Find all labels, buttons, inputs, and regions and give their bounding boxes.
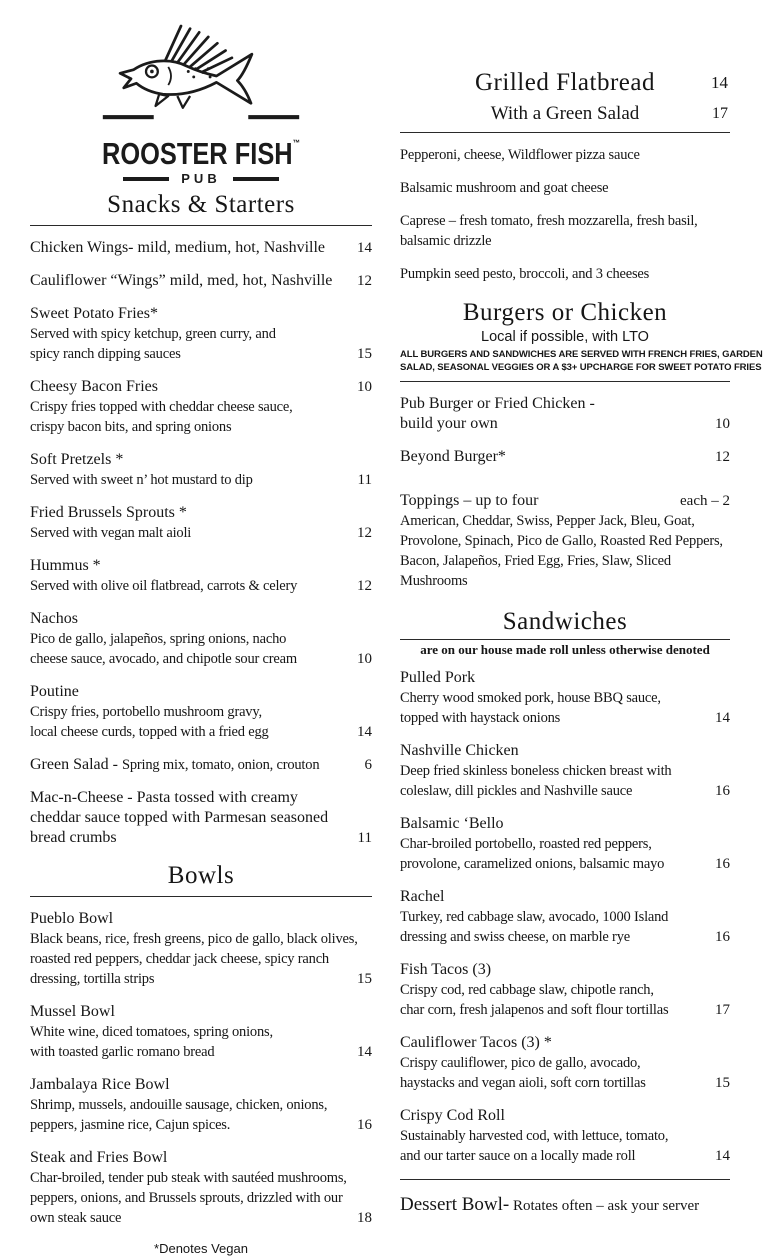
item-name: Cauliflower “Wings” mild, med, hot, Nashville [30,272,333,289]
item-desc: Served with spicy ketchup, green curry, and [30,326,276,342]
item-price: 10 [357,651,372,667]
item-price: 12 [357,525,372,541]
item-price: 11 [357,830,372,846]
item-name: Beyond Burger* [400,448,506,465]
menu-item-line [30,1208,372,1228]
item-desc: White wine, diced tomatoes, spring onions, [30,1024,273,1040]
menu-item-line [30,828,372,848]
item-name: Pub Burger or Fried Chicken - [400,395,595,412]
menu-item [30,238,372,258]
section-sandwiches [400,607,730,1166]
item-name: Rachel [400,888,445,905]
menu-item-line [30,417,372,437]
dessert-divider [400,1179,730,1180]
menu-item-line [30,649,372,669]
menu-item-line [30,1168,372,1188]
menu-item-line [30,523,372,543]
menu-item-line [400,145,730,165]
item-price: 15 [715,1075,730,1091]
section-burgers-chicken [400,298,763,591]
item-name: Cauliflower Tacos (3) * [400,1034,552,1051]
item-desc: Caprese – fresh tomato, fresh mozzarella, fresh basil, [400,213,698,229]
menu-item [400,960,730,1020]
menu-item-line [30,1188,372,1208]
menu-item [30,909,372,989]
item-desc: Shrimp, mussels, andouille sausage, chicken, onions, [30,1097,328,1113]
menu-item-line [30,755,372,775]
item-desc: Balsamic mushroom and goat cheese [400,180,609,196]
item-desc: haystacks and vegan aioli, soft corn tortillas [400,1075,646,1091]
item-name: Jambalaya Rice Bowl [30,1076,170,1093]
section-subtitle: are on our house made roll unless otherwise denoted [420,642,710,657]
section-grilled-flatbread [400,68,730,284]
section-title: Grilled Flatbread [475,69,655,96]
section-divider [400,381,730,382]
section-bowls [30,861,372,1228]
item-desc: dressing, tortilla strips [30,971,155,987]
menu-item-line [30,1042,372,1062]
menu-item-line [30,702,372,722]
menu-item-line [400,814,730,834]
menu-item-line [30,722,372,742]
menu-item [400,887,730,947]
menu-item-line [30,503,372,523]
menu-item-line [400,551,730,571]
menu-item-line [30,629,372,649]
menu-item-line [400,511,730,531]
menu-item-line [400,211,730,231]
item-desc: peppers, jasmine rice, Cajun spices. [30,1117,231,1133]
item-desc: roasted red peppers, cheddar jack cheese, spicy ranch [30,951,329,967]
item-price: 12 [357,578,372,594]
item-price: 14 [715,1148,730,1164]
menu-item-line [400,394,730,414]
menu-item [400,668,730,728]
item-price: 16 [715,856,730,872]
brand-sub-label: PUB [181,171,221,186]
menu-item-line [30,397,372,417]
item-desc: Pumpkin seed pesto, broccoli, and 3 cheeses [400,266,650,282]
menu-item-line [400,761,730,781]
item-desc: Spring mix, tomato, onion, crouton [121,757,320,773]
section-subtitle-price: 17 [712,105,728,122]
section-title: Snacks & Starters [107,191,295,218]
item-price: 16 [715,929,730,945]
menu-item-line [30,1115,372,1135]
dessert-item [400,1192,730,1219]
item-desc: peppers, onions, and Brussels sprouts, drizzled with our [30,1190,343,1206]
menu-item-line [30,576,372,596]
item-name: Cheesy Bacon Fries [30,378,158,395]
item-price: 15 [357,346,372,362]
menu-item-line [30,969,372,989]
menu-item-line [400,781,730,801]
item-name: Green Salad - [30,756,122,773]
item-desc: spicy ranch dipping sauces [30,346,181,362]
item-desc: with toasted garlic romano bread [30,1044,215,1060]
menu-item [30,682,372,742]
menu-item [30,503,372,543]
item-desc: balsamic drizzle [400,233,492,249]
left-column [30,0,372,1256]
menu-item-line [400,834,730,854]
menu-item-line [30,450,372,470]
menu-item-line [30,1148,372,1168]
menu-item-line [30,1095,372,1115]
item-name: Balsamic ‘Bello [400,815,504,832]
item-name: Hummus * [30,557,101,574]
menu-item-line [30,808,372,828]
menu-item-line [400,231,730,251]
menu-item-line [30,377,372,397]
menu-item-line [400,1033,730,1053]
menu-item-line [400,854,730,874]
menu-item [30,1002,372,1062]
item-desc: American, Cheddar, Swiss, Pepper Jack, Bleu, Goat, [400,513,695,529]
item-name: Mac-n-Cheese - Pasta tossed with creamy [30,789,298,806]
menu-item [30,1075,372,1135]
menu-item-line [400,414,730,434]
menu-item [30,556,372,596]
menu-item-line [30,788,372,808]
item-price: 17 [715,1002,730,1018]
item-desc: Crispy cod, red cabbage slaw, chipotle ranch, [400,982,654,998]
menu-item [400,741,730,801]
menu-item-line [400,887,730,907]
item-name: Dessert Bowl- [400,1194,510,1215]
menu-item-line [30,1002,372,1022]
brand-sub-row [76,171,326,186]
item-desc: char corn, fresh jalapenos and soft flour tortillas [400,1002,669,1018]
item-desc: Char-broiled, tender pub steak with sautéed mushrooms, [30,1170,347,1186]
trademark-symbol: ™ [292,138,301,148]
menu-item-line [400,927,730,947]
item-name: Steak and Fries Bowl [30,1149,168,1166]
menu-item-line [400,708,730,728]
section-title: Sandwiches [502,608,628,635]
section-title: Bowls [167,862,235,889]
item-desc: crispy bacon bits, and spring onions [30,419,232,435]
item-desc: Pico de gallo, jalapeños, spring onions, nacho [30,631,287,647]
item-name: Fried Brussels Sprouts * [30,504,187,521]
flatbread-items [400,145,730,284]
menu-item-line [400,491,730,511]
menu-item-line [30,344,372,364]
item-price: 6 [364,757,372,773]
menu-item-line [30,929,372,949]
item-name: Pueblo Bowl [30,910,114,927]
menu-item-line [400,178,730,198]
item-desc: Char-broiled portobello, roasted red peppers, [400,836,652,852]
menu-item-line [400,1000,730,1020]
item-desc: dressing and swiss cheese, on marble rye [400,929,630,945]
item-price: 11 [357,472,372,488]
item-desc: Crispy fries topped with cheddar cheese sauce, [30,399,293,415]
menu-item [30,788,372,848]
menu-item [400,211,730,251]
item-name: Chicken Wings- mild, medium, hot, Nashville [30,239,326,256]
menu-item-line [400,531,730,551]
item-price: 10 [357,379,372,395]
menu-item [30,304,372,364]
menu-item-line [30,609,372,629]
item-desc: topped with haystack onions [400,710,561,726]
menu-item-line [400,688,730,708]
menu-item-line [30,1075,372,1095]
restaurant-logo [76,24,326,186]
item-desc: Crispy cauliflower, pico de gallo, avocado, [400,1055,641,1071]
menu-item [30,1148,372,1228]
vegan-footnote: *Denotes Vegan [154,1241,248,1256]
item-name: Sweet Potato Fries* [30,305,158,322]
item-price: 16 [715,783,730,799]
snacks-items [30,238,372,848]
menu-item [400,178,730,198]
menu-item-line [400,447,730,467]
item-name: Toppings – up to four [400,492,539,509]
burger-items [400,394,730,591]
menu-item [30,377,372,437]
item-desc: Provolone, Spinach, Pico de Gallo, Roasted Red Peppers, [400,533,723,549]
menu-item [30,271,372,291]
item-price: 15 [357,971,372,987]
menu-item-line [30,324,372,344]
item-name: Pulled Pork [400,669,476,686]
item-name: build your own [400,415,498,432]
item-desc: local cheese curds, topped with a fried egg [30,724,269,740]
section-subtitle: With a Green Salad [490,103,640,124]
menu-item-line [400,1073,730,1093]
item-desc: Cherry wood smoked pork, house BBQ sauce, [400,690,661,706]
item-name: Nachos [30,610,78,627]
item-price: 10 [715,416,730,432]
item-desc: Sustainably harvested cod, with lettuce, tomato, [400,1128,669,1144]
menu-item-line [30,556,372,576]
item-desc: Served with olive oil flatbread, carrots & celery [30,578,298,594]
roosterfish-logo-icon [101,24,301,128]
item-desc: and our tarter sauce on a locally made roll [400,1148,636,1164]
item-desc: Served with sweet n’ hot mustard to dip [30,472,253,488]
menu-item [30,755,372,775]
menu-item [400,491,730,591]
menu-item [400,264,730,284]
logo-left-bar [123,177,169,181]
item-price: 12 [715,449,730,465]
menu-item [30,609,372,669]
section-note-line2: SALAD, SEASONAL VEGGIES OR A $3+ UPCHARGE FOR SWEET POTATO FRIES [400,361,762,373]
item-desc: cheese sauce, avocado, and chipotle sour cream [30,651,297,667]
menu-item-line [30,238,372,258]
section-divider [30,896,372,897]
item-price: 14 [715,710,730,726]
menu-item [400,145,730,165]
item-desc: Black beans, rice, fresh greens, pico de gallo, black olives, [30,931,358,947]
item-name: Soft Pretzels * [30,451,124,468]
item-price: 16 [357,1117,372,1133]
item-desc: provolone, caramelized onions, balsamic mayo [400,856,665,872]
item-desc: coleslaw, dill pickles and Nashville sauce [400,783,633,799]
item-name: Poutine [30,683,79,700]
item-price: 14 [357,240,372,256]
bowls-items [30,909,372,1228]
menu-item [30,450,372,490]
section-divider [30,225,372,226]
menu-item-line [400,1053,730,1073]
section-title: Burgers or Chicken [462,299,668,326]
menu-item-line [30,1022,372,1042]
item-price: 14 [357,724,372,740]
menu-item-line [400,1106,730,1126]
menu-item-line [30,271,372,291]
menu-item-line [30,682,372,702]
menu-item-line [30,949,372,969]
sandwich-items [400,668,730,1166]
item-name: Nashville Chicken [400,742,519,759]
menu-item-line [400,907,730,927]
item-desc: Pepperoni, cheese, Wildflower pizza sauce [400,147,640,163]
menu-item-line [400,980,730,1000]
menu-item-line [400,571,730,591]
menu-item [400,394,730,434]
menu-item-line [400,741,730,761]
section-snacks-starters [30,190,372,848]
menu-item-line [30,304,372,324]
item-name: Fish Tacos (3) [400,961,492,978]
logo-right-bar [233,177,279,181]
item-name: cheddar sauce topped with Parmesan seasoned [30,809,329,826]
menu-item-line [400,960,730,980]
menu-item [400,1106,730,1166]
item-desc: Rotates often – ask your server [509,1198,700,1214]
right-column [400,0,763,1256]
item-price: 14 [357,1044,372,1060]
menu-item-line [30,909,372,929]
menu-item [400,1033,730,1093]
section-divider [400,132,730,133]
item-price: 18 [357,1210,372,1226]
item-desc: Crispy fries, portobello mushroom gravy, [30,704,262,720]
brand-name: ROOSTER FISH™ [101,136,301,171]
menu-item-line [400,1126,730,1146]
item-desc: Mushrooms [400,573,468,589]
item-price: 12 [357,273,372,289]
menu-item-line [400,1146,730,1166]
item-name: bread crumbs [30,829,117,846]
menu-item-line [400,668,730,688]
item-price: each – 2 [680,493,730,509]
item-desc: Served with vegan malt aioli [30,525,192,541]
item-name: Crispy Cod Roll [400,1107,505,1124]
menu-item-line [30,470,372,490]
section-note-line1: ALL BURGERS AND SANDWICHES ARE SERVED WITH FRENCH FRIES, GARDEN [400,349,763,360]
item-desc: Turkey, red cabbage slaw, avocado, 1000 Island [400,909,669,925]
item-desc: Bacon, Jalapeños, Fried Egg, Fries, Slaw, Sliced [400,553,671,569]
menu-item [400,814,730,874]
item-desc: Deep fried skinless boneless chicken breast with [400,763,672,779]
menu-item [400,447,730,467]
item-desc: own steak sauce [30,1210,122,1226]
section-subtitle: Local if possible, with LTO [481,329,649,345]
section-price: 14 [711,73,728,92]
menu-item-line [400,264,730,284]
item-name: Mussel Bowl [30,1003,115,1020]
